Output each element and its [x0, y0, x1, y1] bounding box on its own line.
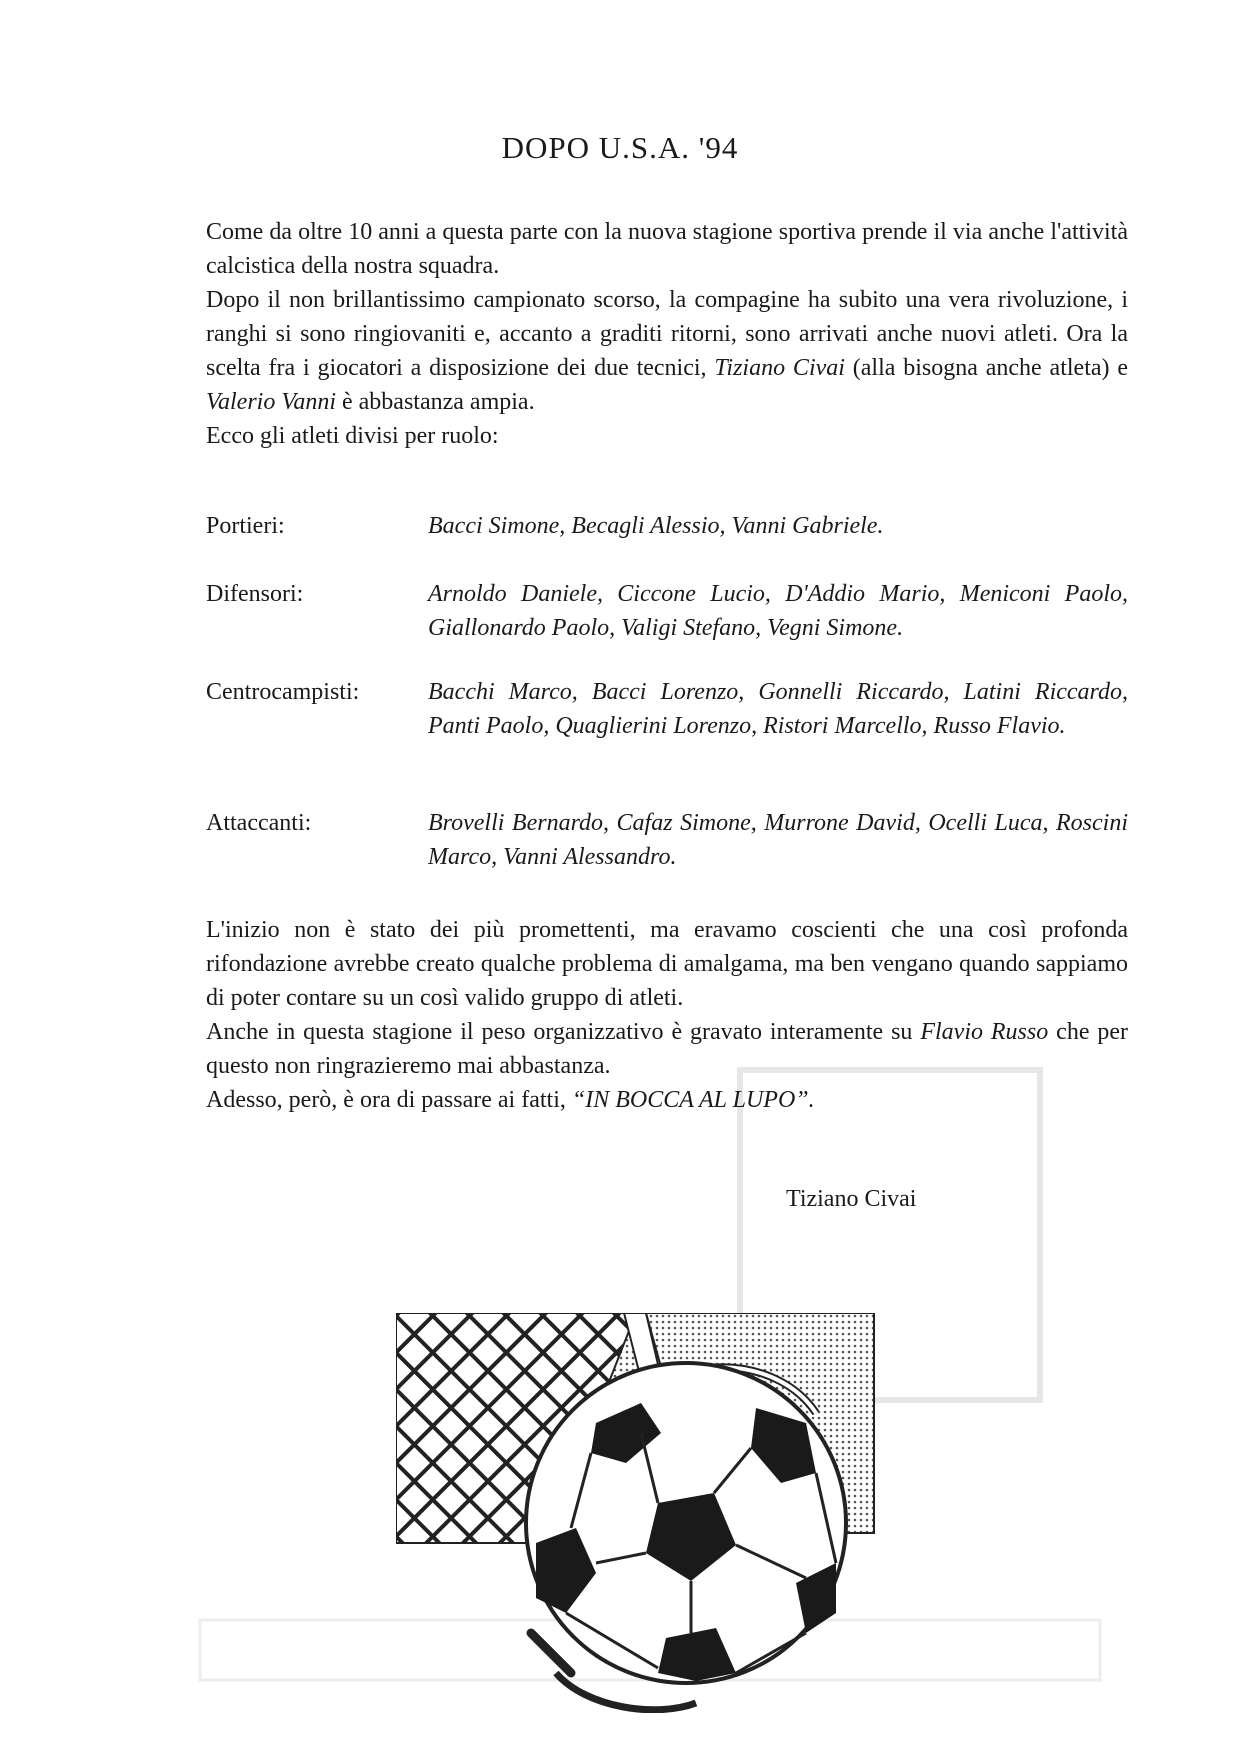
coach-1-name: Tiziano Civai	[714, 355, 845, 381]
intro-section	[206, 215, 1128, 453]
football-net-illustration	[396, 1313, 876, 1713]
role-label: Portieri:	[206, 513, 285, 539]
role-label: Attaccanti:	[206, 810, 312, 836]
football-icon	[526, 1363, 846, 1683]
coach-2-name: Valerio Vanni	[206, 389, 336, 415]
closing-paragraph-3: Adesso, però, è ora di passare ai fatti, “IN BOCCA AL LUPO”.	[206, 1087, 815, 1113]
page-title: DOPO U.S.A. '94	[501, 130, 739, 165]
closing-section	[206, 913, 1128, 1117]
roster-intro: Ecco gli atleti divisi per ruolo:	[206, 423, 499, 449]
signature: Tiziano Civai	[786, 1186, 917, 1212]
intro-paragraph-2: Dopo il non brillantissimo campionato scorso, la compagine ha subito una vera rivoluzione, i ranghi si sono ringiovaniti e, accanto a graditi ritorni, sono arrivati anche nuovi atleti. Ora la scelta fra i giocatori a disposizione dei due tecnici, Tiziano Civai (alla bisogna anche atleta) e Valerio Vanni è abbastanza ampia.	[206, 287, 1129, 415]
organizer-name: Flavio Russo	[920, 1019, 1049, 1045]
closing-paragraph-2: Anche in questa stagione il peso organizzativo è gravato interamente su Flavio Russo che per questo non ringrazieremo mai abbastanza.	[206, 1019, 1129, 1079]
role-players: Brovelli Bernardo, Cafaz Simone, Murrone David, Ocelli Luca, Roscini Marco, Vanni Alessandro.	[428, 810, 1128, 870]
role-label: Centrocampisti:	[206, 679, 360, 705]
role-players: Bacchi Marco, Bacci Lorenzo, Gonnelli Riccardo, Latini Riccardo, Panti Paolo, Quaglierini Lorenzo, Ristori Marcello, Russo Flavio.	[428, 679, 1128, 739]
role-label: Difensori:	[206, 581, 304, 607]
closing-quote: “IN BOCCA AL LUPO”.	[571, 1087, 815, 1113]
role-players: Arnoldo Daniele, Ciccone Lucio, D'Addio Mario, Meniconi Paolo, Giallonardo Paolo, Valigi Stefano, Vegni Simone.	[428, 581, 1128, 641]
role-players: Bacci Simone, Becagli Alessio, Vanni Gabriele.	[428, 513, 884, 539]
intro-paragraph-1: Come da oltre 10 anni a questa parte con la nuova stagione sportiva prende il via anche l'attività calcistica della nostra squadra.	[206, 219, 1128, 279]
closing-paragraph-1: L'inizio non è stato dei più promettenti, ma eravamo coscienti che una così profonda rifondazione avrebbe creato qualche problema di amalgama, ma ben vengano quando sappiamo di poter contare su un così valido gruppo di atleti.	[206, 917, 1128, 1011]
